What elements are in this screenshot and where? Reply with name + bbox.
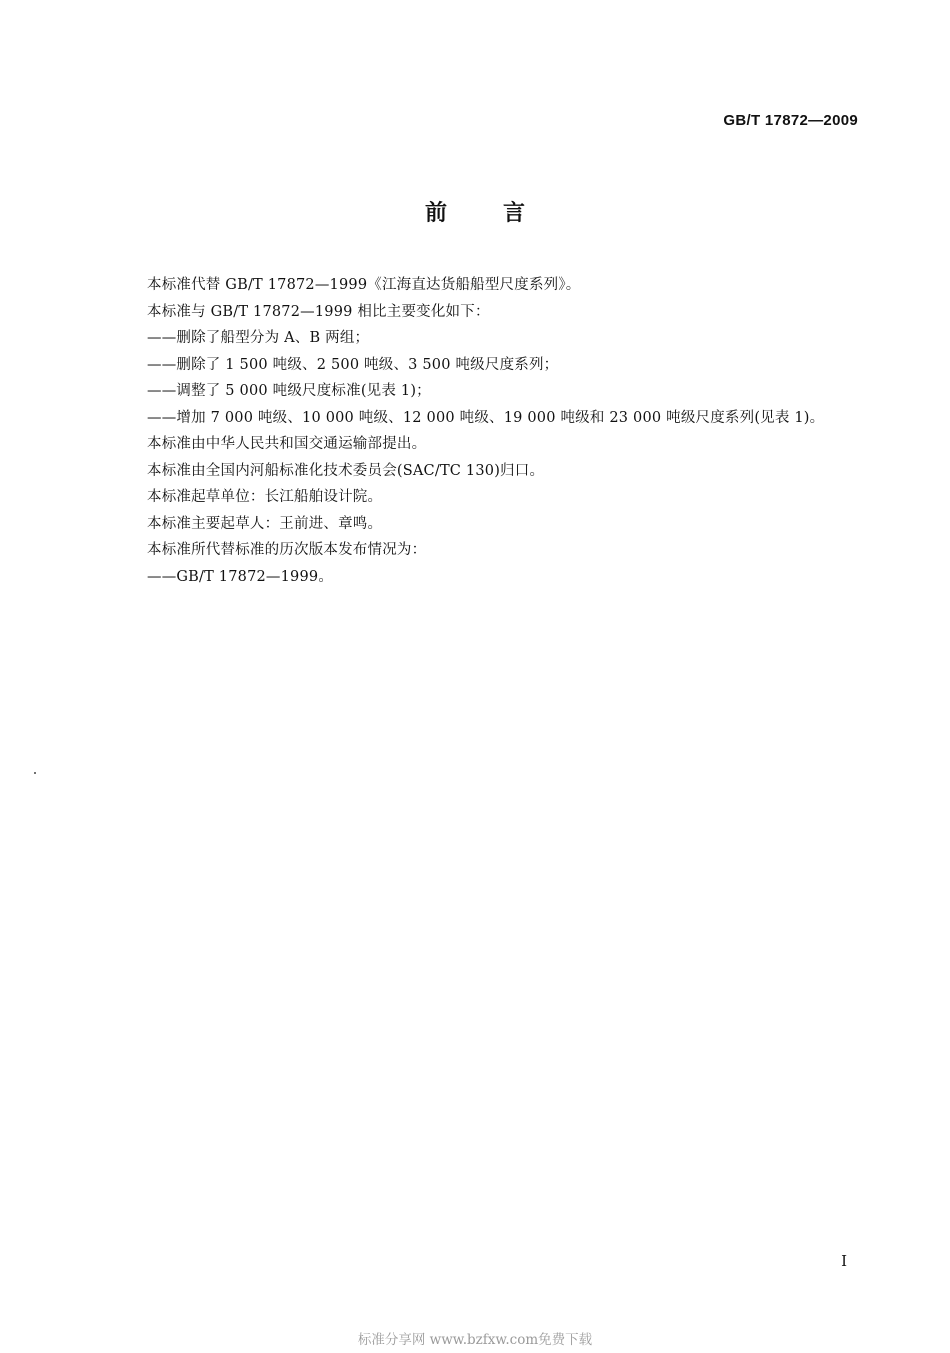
foreword-line: 本标准与 GB/T 17872—1999 相比主要变化如下：: [147, 303, 490, 320]
standard-code: GB/T 17872—2009: [723, 112, 858, 129]
change-item: ——删除了 1 500 吨级、2 500 吨级、3 500 吨级尺度系列；: [147, 356, 559, 373]
page-number: I: [841, 1252, 847, 1270]
scan-speck: [34, 772, 36, 774]
title-char-1: 前: [424, 201, 447, 226]
previous-version-item: ——GB/T 17872—1999。: [147, 568, 334, 585]
title-char-2: 言: [503, 201, 526, 226]
page-title: [0, 196, 950, 227]
foreword-line: 本标准所代替标准的历次版本发布情况为：: [147, 542, 427, 558]
foreword-body: [147, 272, 867, 590]
foreword-line: 本标准起草单位：长江船舶设计院。: [147, 489, 383, 505]
footer-watermark: 标准分享网 www.bzfxw.com免费下载: [357, 1332, 593, 1348]
foreword-line: 本标准由全国内河船标准化技术委员会(SAC/TC 130)归口。: [147, 462, 545, 479]
foreword-line: 本标准代替 GB/T 17872—1999《江海直达货船船型尺度系列》。: [147, 277, 581, 293]
foreword-line: 本标准主要起草人：王前进、章鸣。: [147, 515, 383, 532]
change-item: ——删除了船型分为 A、B 两组；: [147, 330, 370, 346]
change-item: ——增加 7 000 吨级、10 000 吨级、12 000 吨级、19 000 吨级和 23 000 吨级尺度系列(见表 1)。: [147, 409, 825, 426]
change-item: ——调整了 5 000 吨级尺度标准(见表 1)；: [147, 383, 431, 399]
foreword-line: 本标准由中华人民共和国交通运输部提出。: [147, 436, 427, 452]
